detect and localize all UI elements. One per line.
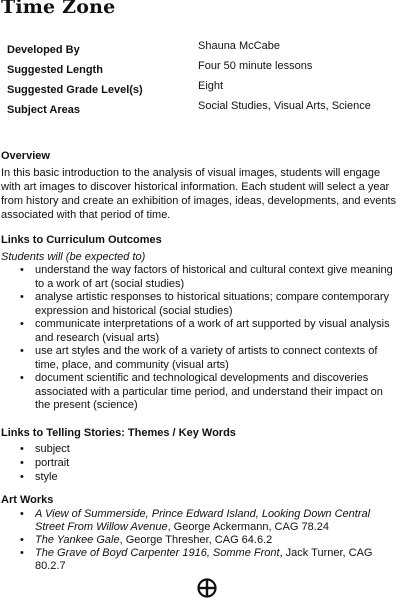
telling-stories-heading: Links to Telling Stories: Themes / Key Words (1, 427, 236, 439)
meta-row-suggested-length (0, 60, 416, 81)
list-item: • style (20, 471, 58, 483)
meta-row-developed-by (0, 40, 416, 61)
art-works-heading: Art Works (1, 494, 54, 506)
meta-row-grade-level (0, 80, 416, 101)
overview-heading: Overview (1, 150, 50, 162)
list-item: • understand the way factors of historical and cultural context give meaning to a work of art (social studies) (20, 264, 393, 290)
meta-value: Eight (198, 80, 224, 92)
bullet-icon: • (20, 264, 24, 276)
list-item: • document scientific and technological developments and discoveries associated with a particular time period, and understand their impact on the present (science) (20, 372, 383, 411)
bullet-icon: • (20, 457, 24, 469)
meta-label: Subject Areas (7, 104, 80, 116)
bullet-icon: • (20, 443, 24, 455)
list-item: • The Yankee Gale, George Thresher, CAG 64.6.2 (20, 534, 273, 546)
bullet-icon: • (20, 291, 24, 303)
overview-paragraph (1, 166, 415, 222)
circled-cross-logo-icon (197, 578, 217, 598)
meta-row-subject-areas (0, 100, 416, 121)
list-item: • A View of Summerside, Prince Edward Island, Looking Down Central Street From Willow Avenue, George Ackermann, CAG 78.24 (20, 508, 371, 533)
bullet-icon: • (20, 508, 24, 520)
bullet-icon: • (20, 372, 24, 384)
overview-line: from history and create an exhibition of images, ideas, developments, and events (1, 195, 397, 207)
meta-value: Social Studies, Visual Arts, Science (198, 100, 371, 112)
curriculum-list (0, 264, 416, 413)
list-item: • analyse artistic responses to historical situations; compare contemporary expression and historical (social studies) (20, 291, 389, 317)
overview-line: with art images to discover historical information. Each student will select a year (1, 181, 390, 193)
keywords-list (0, 442, 416, 484)
list-item: • communicate interpretations of a work of art supported by visual analysis and research (visual arts) (20, 318, 390, 344)
bullet-icon: • (20, 534, 24, 546)
art-works-list (0, 508, 416, 573)
overview-line: associated with that period of time. (1, 209, 171, 221)
list-item: • The Grave of Boyd Carpenter 1916, Somme Front, Jack Turner, CAG 80.2.7 (20, 547, 373, 572)
bullet-icon: • (20, 547, 24, 559)
meta-label: Suggested Length (7, 64, 103, 76)
list-item: • subject (20, 443, 70, 455)
curriculum-heading: Links to Curriculum Outcomes (1, 234, 162, 246)
bullet-icon: • (20, 471, 24, 483)
meta-value: Four 50 minute lessons (198, 60, 313, 72)
curriculum-intro: Students will (be expected to) (1, 251, 146, 263)
page-title: Time Zone (1, 0, 116, 18)
list-item: • portrait (20, 457, 70, 469)
meta-label: Suggested Grade Level(s) (7, 84, 143, 96)
overview-line: In this basic introduction to the analysis of visual images, students will engage (1, 167, 381, 179)
bullet-icon: • (20, 345, 24, 357)
list-item: • use art styles and the work of a variety of artists to connect contexts of time, place, and community (visual arts) (20, 345, 378, 371)
bullet-icon: • (20, 318, 24, 330)
meta-label: Developed By (7, 44, 80, 56)
meta-value: Shauna McCabe (198, 40, 280, 52)
